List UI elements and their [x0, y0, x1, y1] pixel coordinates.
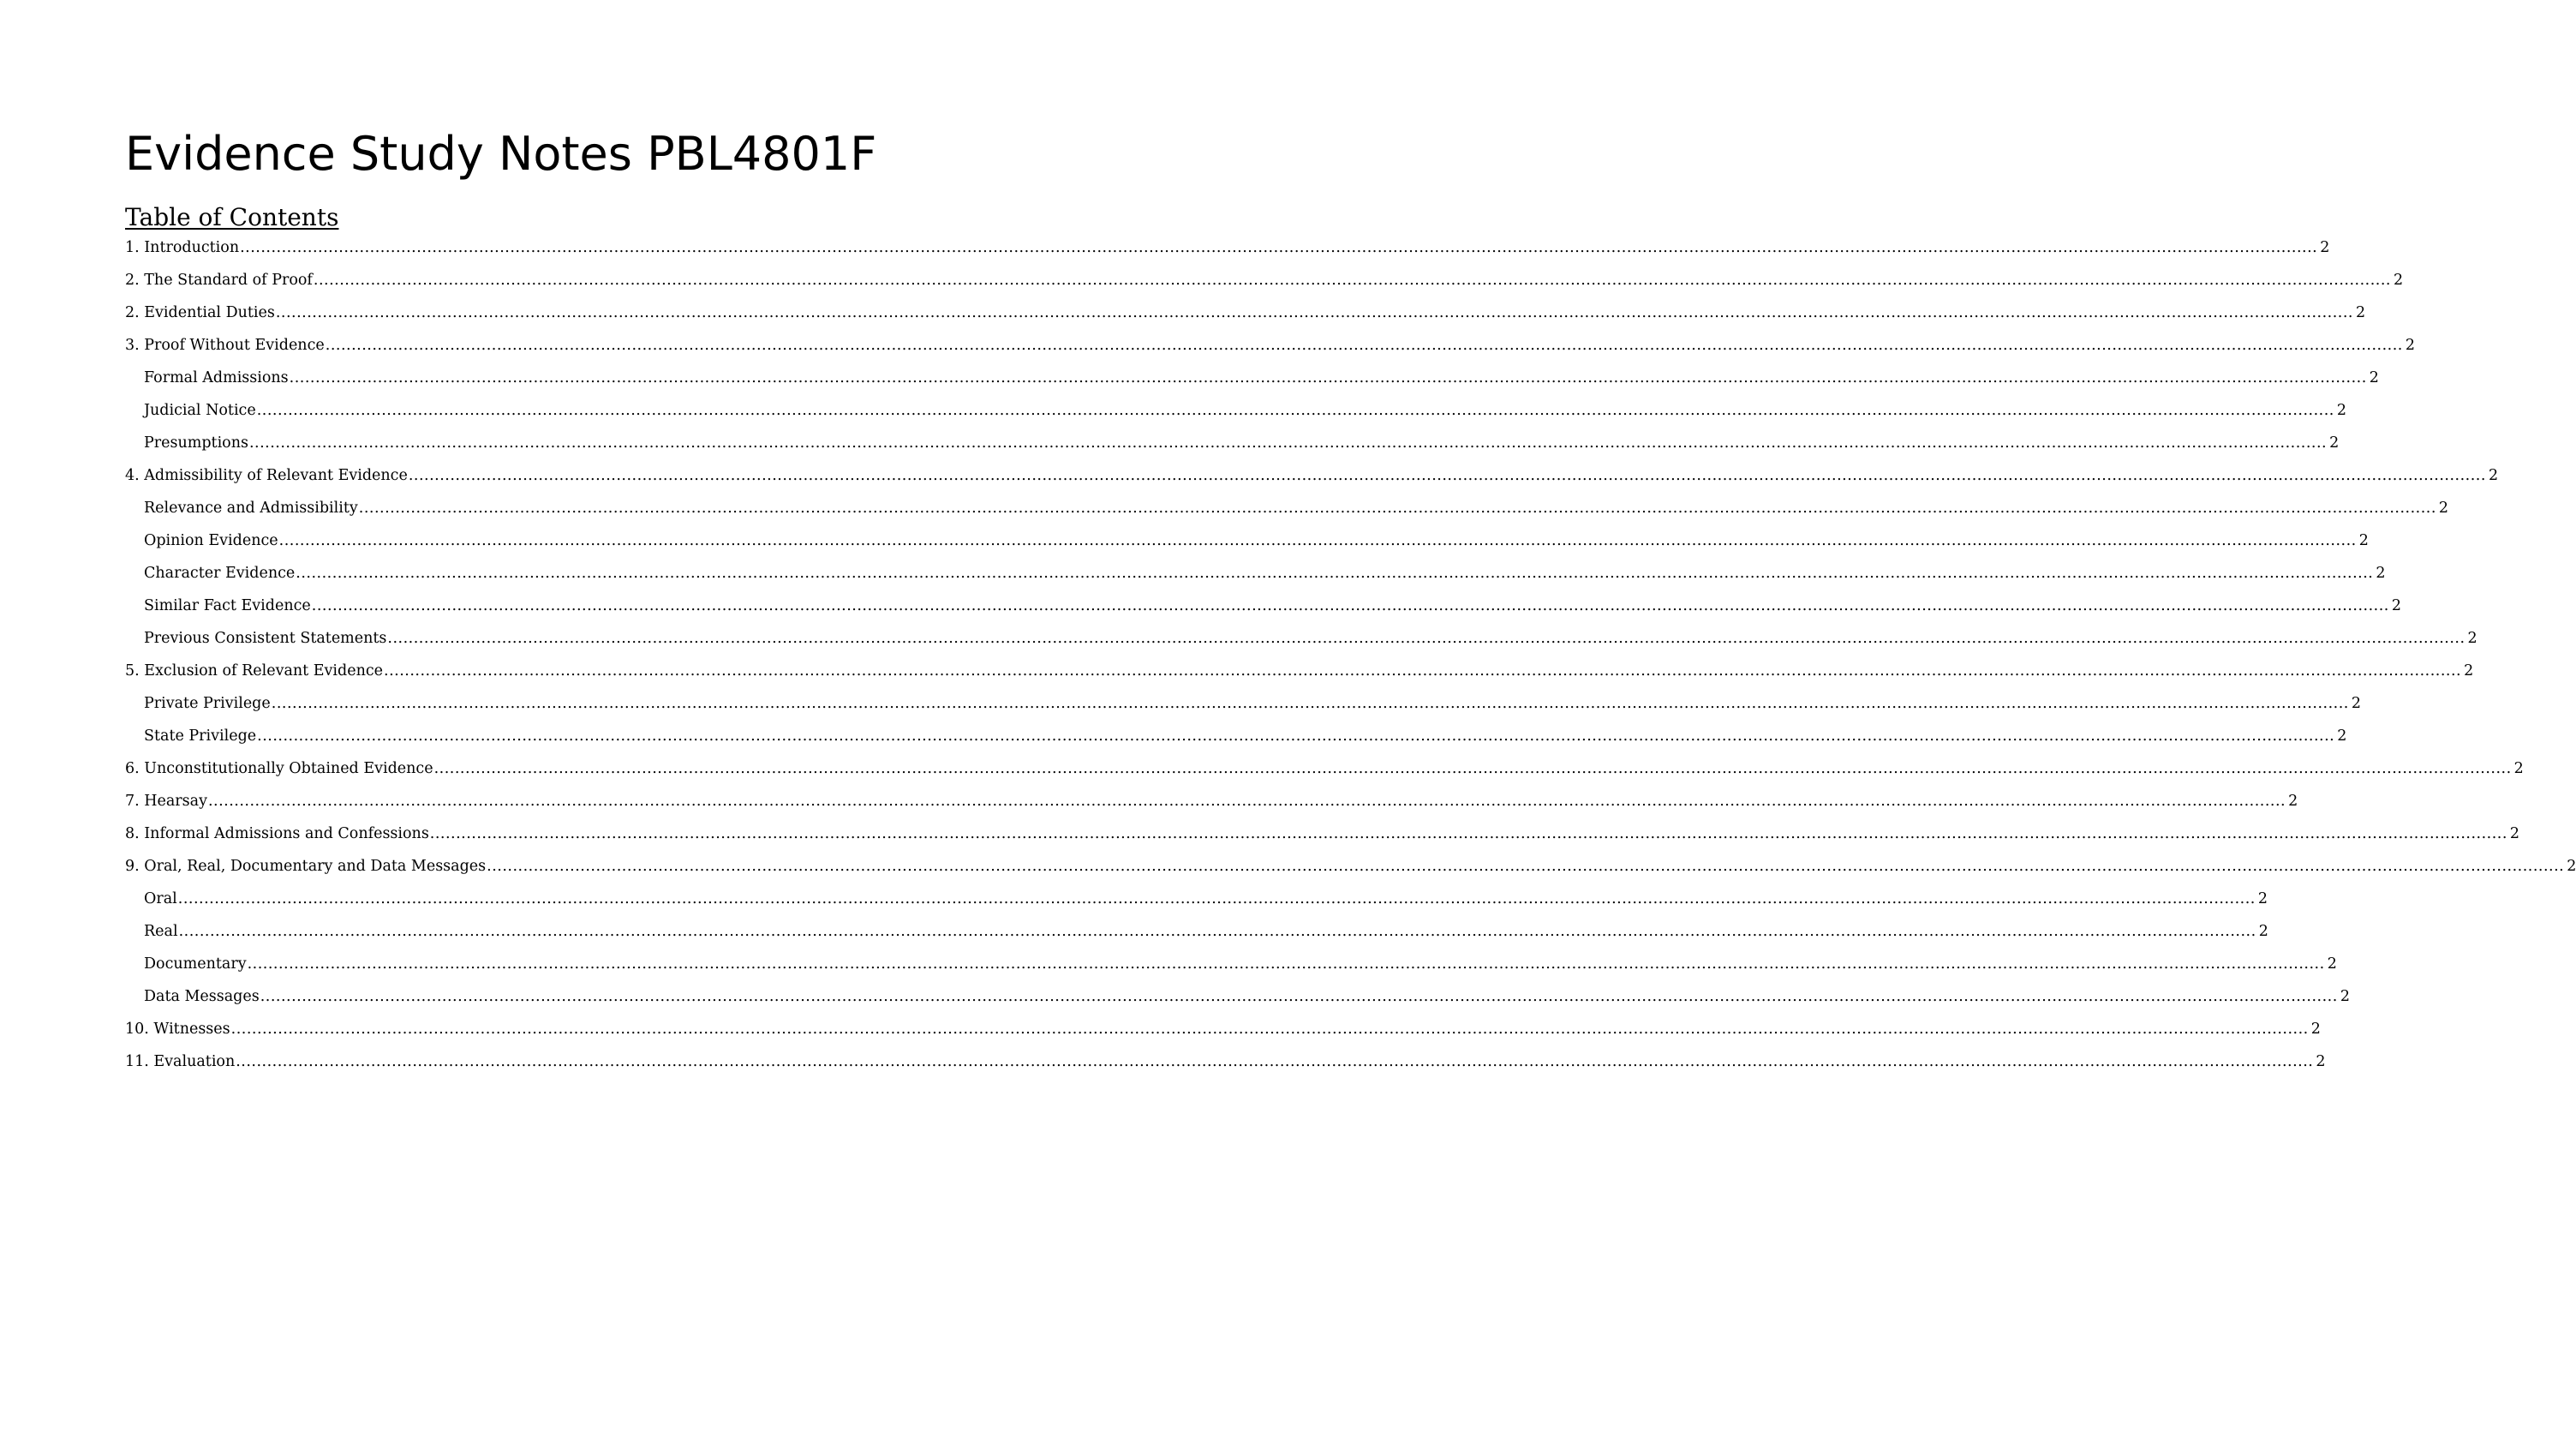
- toc-entry[interactable]: [125, 980, 2350, 1013]
- toc-dot-leader: ................................................................................................................................................................................................................................................................................................................................................................................................................: [248, 434, 2328, 452]
- toc-entry[interactable]: [125, 850, 2576, 883]
- toc-dot-leader: ................................................................................................................................................................................................................................................................................................................................................................................................................: [275, 304, 2353, 321]
- toc-entry-page-number: 2: [2358, 532, 2369, 549]
- toc-entry-page-number: 2: [2488, 467, 2499, 484]
- toc-entry-page-number: 2: [2351, 695, 2361, 712]
- toc-entry-page-number: 2: [2336, 402, 2346, 419]
- toc-entry-label: Data Messages: [144, 988, 260, 1005]
- toc-entry-label: 1. Introduction: [125, 239, 240, 256]
- toc-entry-label: Judicial Notice: [144, 402, 256, 419]
- toc-entry-label: 5. Exclusion of Relevant Evidence: [125, 662, 384, 680]
- toc-entry-label: Similar Fact Evidence: [144, 597, 311, 614]
- toc-entry-label: Relevance and Admissibility: [144, 500, 358, 517]
- toc-entry[interactable]: [125, 329, 2415, 362]
- toc-entry-page-number: 2: [2467, 630, 2477, 647]
- toc-dot-leader: ................................................................................................................................................................................................................................................................................................................................................................................................................: [313, 272, 2391, 289]
- toc-entry-label: 4. Admissibility of Relevant Evidence: [125, 467, 408, 484]
- toc-dot-leader: ................................................................................................................................................................................................................................................................................................................................................................................................................: [271, 695, 2349, 712]
- toc-entry[interactable]: [125, 687, 2361, 720]
- toc-entry-label: 11. Evaluation: [125, 1053, 236, 1070]
- toc-entry-page-number: 2: [2288, 793, 2298, 810]
- toc-entry-label: 8. Informal Admissions and Confessions: [125, 825, 429, 842]
- toc-entry-page-number: 2: [2394, 272, 2404, 289]
- toc-entry-page-number: 2: [2509, 825, 2520, 842]
- toc-entry[interactable]: [125, 622, 2477, 655]
- toc-entry-label: 2. Evidential Duties: [125, 304, 275, 321]
- toc-entry-label: 9. Oral, Real, Documentary and Data Messages: [125, 858, 487, 875]
- toc-entry[interactable]: [125, 883, 2268, 915]
- toc-dot-leader: ................................................................................................................................................................................................................................................................................................................................................................................................................: [408, 467, 2486, 484]
- toc-entry[interactable]: [125, 948, 2337, 980]
- toc-entry[interactable]: [125, 231, 2330, 264]
- toc-entry-page-number: 2: [2513, 760, 2524, 777]
- toc-list: [125, 231, 2576, 1078]
- toc-entry[interactable]: [125, 492, 2449, 524]
- toc-dot-leader: ................................................................................................................................................................................................................................................................................................................................................................................................................: [358, 500, 2436, 517]
- toc-dot-leader: ................................................................................................................................................................................................................................................................................................................................................................................................................: [433, 760, 2512, 777]
- toc-entry-page-number: 2: [2258, 923, 2268, 940]
- toc-dot-leader: ................................................................................................................................................................................................................................................................................................................................................................................................................: [487, 858, 2565, 875]
- toc-entry-page-number: 2: [2340, 988, 2350, 1005]
- toc-entry[interactable]: [125, 427, 2340, 459]
- toc-entry[interactable]: [125, 1013, 2321, 1045]
- toc-entry-label: Character Evidence: [144, 565, 296, 582]
- toc-entry[interactable]: [125, 524, 2369, 557]
- toc-entry-label: 2. The Standard of Proof: [125, 272, 313, 289]
- toc-dot-leader: ................................................................................................................................................................................................................................................................................................................................................................................................................: [236, 1053, 2314, 1070]
- toc-entry-label: Documentary: [144, 955, 247, 973]
- toc-entry[interactable]: [125, 557, 2386, 590]
- toc-entry-page-number: 2: [2257, 890, 2268, 907]
- toc-dot-leader: ................................................................................................................................................................................................................................................................................................................................................................................................................: [384, 662, 2462, 680]
- toc-entry-page-number: 2: [2567, 858, 2576, 875]
- toc-entry-label: State Privilege: [144, 728, 257, 745]
- toc-entry[interactable]: [125, 785, 2298, 817]
- toc-entry-page-number: 2: [2329, 434, 2340, 452]
- toc-dot-leader: ................................................................................................................................................................................................................................................................................................................................................................................................................: [289, 369, 2367, 386]
- toc-entry[interactable]: [125, 1045, 2326, 1078]
- toc-entry-label: 3. Proof Without Evidence: [125, 337, 325, 354]
- toc-entry-label: Presumptions: [144, 434, 248, 452]
- toc-dot-leader: ................................................................................................................................................................................................................................................................................................................................................................................................................: [178, 923, 2256, 940]
- toc-entry-page-number: 2: [2337, 728, 2347, 745]
- toc-entry-label: Opinion Evidence: [144, 532, 278, 549]
- toc-entry-label: Oral: [144, 890, 177, 907]
- toc-dot-leader: ................................................................................................................................................................................................................................................................................................................................................................................................................: [177, 890, 2256, 907]
- toc-entry[interactable]: [125, 590, 2402, 622]
- toc-entry-label: Previous Consistent Statements: [144, 630, 387, 647]
- toc-entry-page-number: 2: [2405, 337, 2415, 354]
- toc-entry[interactable]: [125, 655, 2474, 687]
- toc-entry-label: Real: [144, 923, 178, 940]
- toc-entry[interactable]: [125, 459, 2499, 492]
- toc-entry-label: 10. Witnesses: [125, 1021, 230, 1038]
- toc-dot-leader: ................................................................................................................................................................................................................................................................................................................................................................................................................: [257, 728, 2335, 745]
- toc-dot-leader: ................................................................................................................................................................................................................................................................................................................................................................................................................: [260, 988, 2338, 1005]
- toc-entry-page-number: 2: [2355, 304, 2366, 321]
- toc-entry-page-number: 2: [2464, 662, 2474, 680]
- toc-entry-page-number: 2: [2391, 597, 2402, 614]
- toc-entry[interactable]: [125, 817, 2520, 850]
- toc-dot-leader: ................................................................................................................................................................................................................................................................................................................................................................................................................: [325, 337, 2403, 354]
- toc-heading: Table of Contents: [125, 203, 339, 231]
- toc-entry[interactable]: [125, 915, 2268, 948]
- toc-dot-leader: ................................................................................................................................................................................................................................................................................................................................................................................................................: [278, 532, 2357, 549]
- toc-entry-page-number: 2: [2369, 369, 2379, 386]
- toc-entry-page-number: 2: [2376, 565, 2386, 582]
- toc-entry-label: 6. Unconstitutionally Obtained Evidence: [125, 760, 433, 777]
- toc-dot-leader: ................................................................................................................................................................................................................................................................................................................................................................................................................: [296, 565, 2374, 582]
- toc-dot-leader: ................................................................................................................................................................................................................................................................................................................................................................................................................: [247, 955, 2325, 973]
- toc-entry[interactable]: [125, 362, 2379, 394]
- toc-dot-leader: ................................................................................................................................................................................................................................................................................................................................................................................................................: [256, 402, 2334, 419]
- toc-entry-label: 7. Hearsay: [125, 793, 207, 810]
- toc-entry-page-number: 2: [2320, 239, 2330, 256]
- toc-entry[interactable]: [125, 394, 2346, 427]
- toc-entry[interactable]: [125, 752, 2524, 785]
- toc-entry-label: Private Privilege: [144, 695, 271, 712]
- toc-dot-leader: ................................................................................................................................................................................................................................................................................................................................................................................................................: [311, 597, 2389, 614]
- toc-entry-label: Formal Admissions: [144, 369, 289, 386]
- toc-entry-page-number: 2: [2316, 1053, 2326, 1070]
- toc-dot-leader: ................................................................................................................................................................................................................................................................................................................................................................................................................: [387, 630, 2465, 647]
- toc-entry-page-number: 2: [2310, 1021, 2321, 1038]
- toc-dot-leader: ................................................................................................................................................................................................................................................................................................................................................................................................................: [230, 1021, 2309, 1038]
- toc-dot-leader: ................................................................................................................................................................................................................................................................................................................................................................................................................: [240, 239, 2318, 256]
- toc-entry[interactable]: [125, 296, 2366, 329]
- toc-entry-page-number: 2: [2327, 955, 2337, 973]
- toc-entry[interactable]: [125, 264, 2404, 296]
- toc-entry[interactable]: [125, 720, 2347, 752]
- toc-dot-leader: ................................................................................................................................................................................................................................................................................................................................................................................................................: [429, 825, 2507, 842]
- toc-entry-page-number: 2: [2438, 500, 2449, 517]
- toc-dot-leader: ................................................................................................................................................................................................................................................................................................................................................................................................................: [207, 793, 2286, 810]
- document-title: Evidence Study Notes PBL4801F: [125, 127, 877, 181]
